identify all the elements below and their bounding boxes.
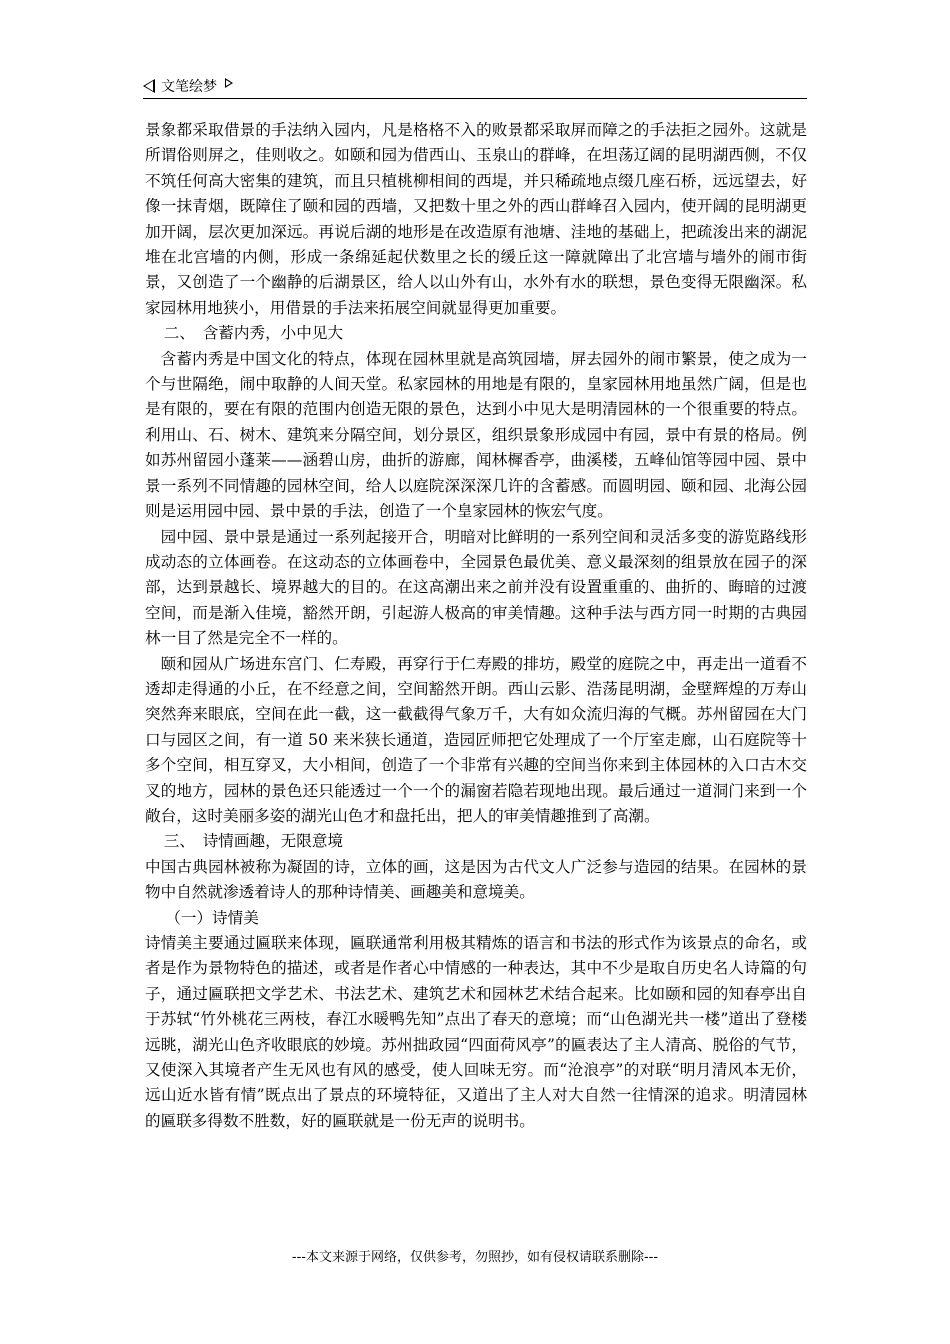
paragraph: 景象都采取借景的手法纳入园内，凡是格格不入的败景都采取屏而障之的手法拒之园外。这就是所谓俗则屏之，佳则收之。如颐和园为借西山、玉泉山的群峰，在坦荡辽阔的昆明湖西侧，不仅不筑任何高大密集的建筑，而且只植桃柳相间的西堤，并只稀疏地点缀几座石桥，远远望去，好像一抹青烟，既障住了颐和园的西墙，又把数十里之外的西山群峰召入园内，使开阔的昆明湖更加开阔，层次更加深远。再说后湖的地形是在改造原有池塘、洼地的基础上，把疏浚出来的湖泥堆在北宫墙的内侧，形成一条绵延起伏数里之长的缓丘这一障就障出了北宫墙与墙外的闹市街景，又创造了一个幽静的后湖景区，给人以山外有山，水外有水的联想，景色变得无限幽深。私家园林用地狭小，用借景的手法来拓展空间就显得更加重要。 — [145, 121, 807, 317]
document-body — [145, 118, 807, 1134]
paragraph: 诗情美主要通过匾联来体现，匾联通常利用极其精炼的语言和书法的形式作为该景点的命名，或者是作为景物特色的描述，或者是作者心中情感的一种表达，其中不少是取自历史名人诗篇的句子，通过匾联把文学艺术、书法艺术、建筑艺术和园林艺术结合起来。比如颐和园的知春亭出自于苏轼“竹外桃花三两枝，春江水暖鸭先知”点出了春天的意境；而“山色湖光共一楼”道出了登楼远眺，湖光山色齐收眼底的妙境。苏州拙政园“四面荷风亭”的匾表达了主人清高、脱俗的气节，又使深入其境者产生无风也有风的感受，使人回味无穷。而“沧浪亭”的对联“明月清风本无价，远山近水皆有情”既点出了景点的环境特征，又道出了主人对大自然一往情深的追求。明清园林的匾联多得数不胜数，好的匾联就是一份无声的说明书。 — [145, 934, 807, 1130]
paragraph: 园中园、景中景是通过一系列起接开合，明暗对比鲜明的一系列空间和灵活多变的游览路线形成动态的立体画卷。在这动态的立体画卷中，全园景色最优美、意义最深刻的组景放在园子的深部，达到景越长、境界越大的目的。在这高潮出来之前并没有设置重重的、曲折的、晦暗的过渡空间，而是渐入佳境，豁然开朗，引起游人极高的审美情趣。这种手法与西方同一时期的古典园林一目了然是完全不一样的。 — [145, 527, 807, 648]
section-heading: 二、 含蓄内秀，小中见大 — [163, 324, 344, 343]
header-divider — [143, 98, 807, 99]
page-footer: ---本文来源于网络，仅供参考，勿照抄，如有侵权请联系删除--- — [291, 1250, 659, 1265]
triangle-right-icon — [225, 78, 233, 88]
subsection-heading: （一）诗情美 — [165, 908, 259, 927]
triangle-left-icon — [143, 79, 155, 93]
paragraph: 含蓄内秀是中国文化的特点，体现在园林里就是高筑园墙，屏去园外的闹市繁景，使之成为一个与世隔绝，闹中取静的人间天堂。私家园林的用地是有限的，皇家园林用地虽然广阔，但是也是有限的，要在有限的范围内创造无限的景色，达到小中见大是明清园林的一个很重要的特点。利用山、石、树木、建筑来分隔空间，划分景区，组织景象形成园中有园，景中有景的格局。例如苏州留园小蓬莱——涵碧山房，曲折的游廊，闻林樨香亭，曲溪楼，五峰仙馆等园中园、景中景一系列不同情趣的园林空间，给人以庭院深深深几许的含蓄感。而圆明园、颐和园、北海公园则是运用园中园、景中景的手法，创造了一个皇家园林的恢宏气度。 — [145, 349, 807, 521]
header-title: 文笔绘梦 — [161, 79, 217, 95]
paragraph: 颐和园从广场进东宫门、仁寿殿，再穿行于仁寿殿的排坊，殿堂的庭院之中，再走出一道看不透却走得通的小丘，在不经意之间，空间豁然开朗。西山云影、浩荡昆明湖，金壁辉煌的万寿山突然奔来眼底，空间在此一截，这一截截得气象万千，大有如众流归海的气概。苏州留园在大门口与园区之间，有一道 50 来米狭长通道，造园匠师把它处理成了一个厅室走廊，山石庭院等十多个空间，相互穿叉，大小相间，创造了一个非常有兴趣的空间当你来到主体园林的入口古木交叉的地方，园林的景色还只能透过一个一个的漏窗若隐若现地出现。最后通过一道洞门来到一个敞台，这时美丽多姿的湖光山色才和盘托出，把人的审美情趣推到了高潮。 — [145, 654, 807, 825]
page-header — [143, 74, 233, 98]
paragraph: 中国古典园林被称为凝固的诗，立体的画，这是因为古代文人广泛参与造园的结果。在园林的景物中自然就渗透着诗人的那种诗情美、画趣美和意境美。 — [145, 857, 807, 902]
section-heading: 三、 诗情画趣，无限意境 — [163, 832, 344, 851]
